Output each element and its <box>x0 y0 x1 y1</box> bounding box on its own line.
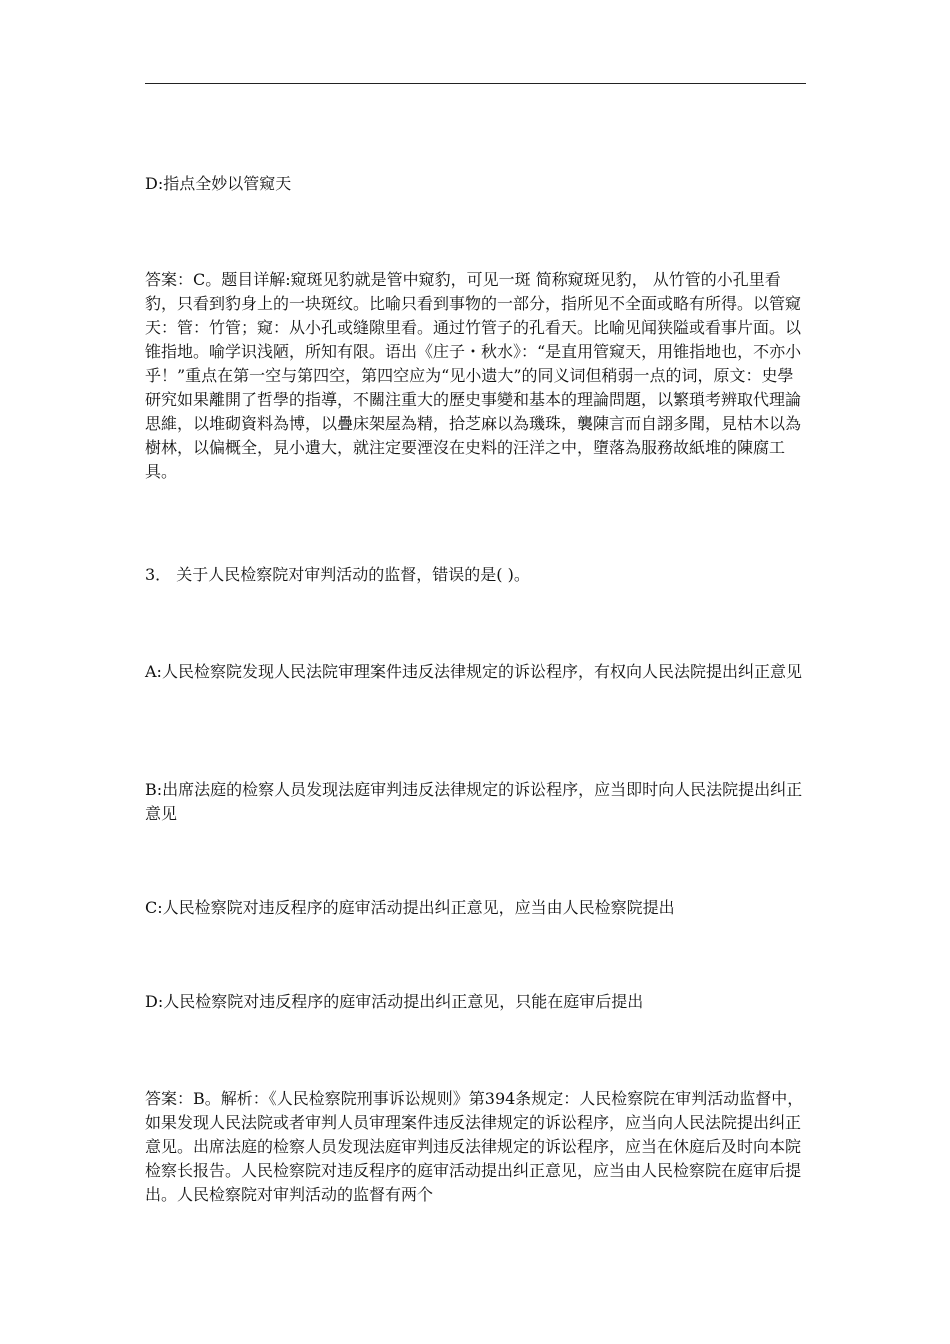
question-3-option-d: D:人民检察院对违反程序的庭审活动提出纠正意见，只能在庭审后提出 <box>145 992 644 1011</box>
question-3-answer-explanation: 答案：B。解析：《人民检察院刑事诉讼规则》第394条规定：人民检察院在审判活动监督中，如果发现人民法院或者审判人员审理案件违反法律规定的诉讼程序，应当向人民法院提出纠正意见。出席法庭的检察人员发现法庭审判违反法律规定的诉讼程序，应当在休庭后及时向本院检察长报告。人民检察院对违反程序的庭审活动提出纠正意见，应当由人民检察院在庭审后提出。人民检察院对审判活动的监督有两个 <box>145 1089 804 1204</box>
question-3-option-c: C:人民检察院对违反程序的庭审活动提出纠正意见，应当由人民检察院提出 <box>145 898 675 917</box>
prev-answer-explanation: 答案：C。题目详解:窥斑见豹就是管中窥豹，可见一斑 简称窥斑见豹， 从竹管的小孔里看豹，只看到豹身上的一块斑纹。比喻只看到事物的一部分，指所见不全面或略有所得。以管窥天：管：竹管；窥：从小孔或缝隙里看。通过竹管子的孔看天。比喻见闻狭隘或看事片面。以锥指地。喻学识浅陋，所知有限。语出《庄子・秋水》：“是直用管窥天，用锥指地也，不亦小乎！”重点在第一空与第四空，第四空应为“见小遗大”的同义词但稍弱一点的词，原文：史學研究如果離開了哲學的指導，不關注重大的歷史事變和基本的理論問題，以繁瑣考辨取代理論思維，以堆砌資料為博，以疊床架屋為精，拾芝麻以為璣珠，襲陳言而自詡多聞，見枯木以為樹林，以偏概全，見小遺大，就注定要湮沒在史料的汪洋之中，墮落為服務故紙堆的陳腐工具。 <box>145 270 802 481</box>
question-3-option-a: A:人民检察院发现人民法院审理案件违反法律规定的诉讼程序，有权向人民法院提出纠正意见 <box>145 662 802 681</box>
header-rule <box>145 83 806 84</box>
question-3-option-b: B:出席法庭的检察人员发现法庭审判违反法律规定的诉讼程序，应当即时向人民法院提出纠正意见 <box>145 780 803 823</box>
prev-option-d: D:指点全妙以管窥天 <box>145 174 292 193</box>
question-3-stem: 3． 关于人民检察院对审判活动的监督，错误的是( )。 <box>145 565 530 584</box>
